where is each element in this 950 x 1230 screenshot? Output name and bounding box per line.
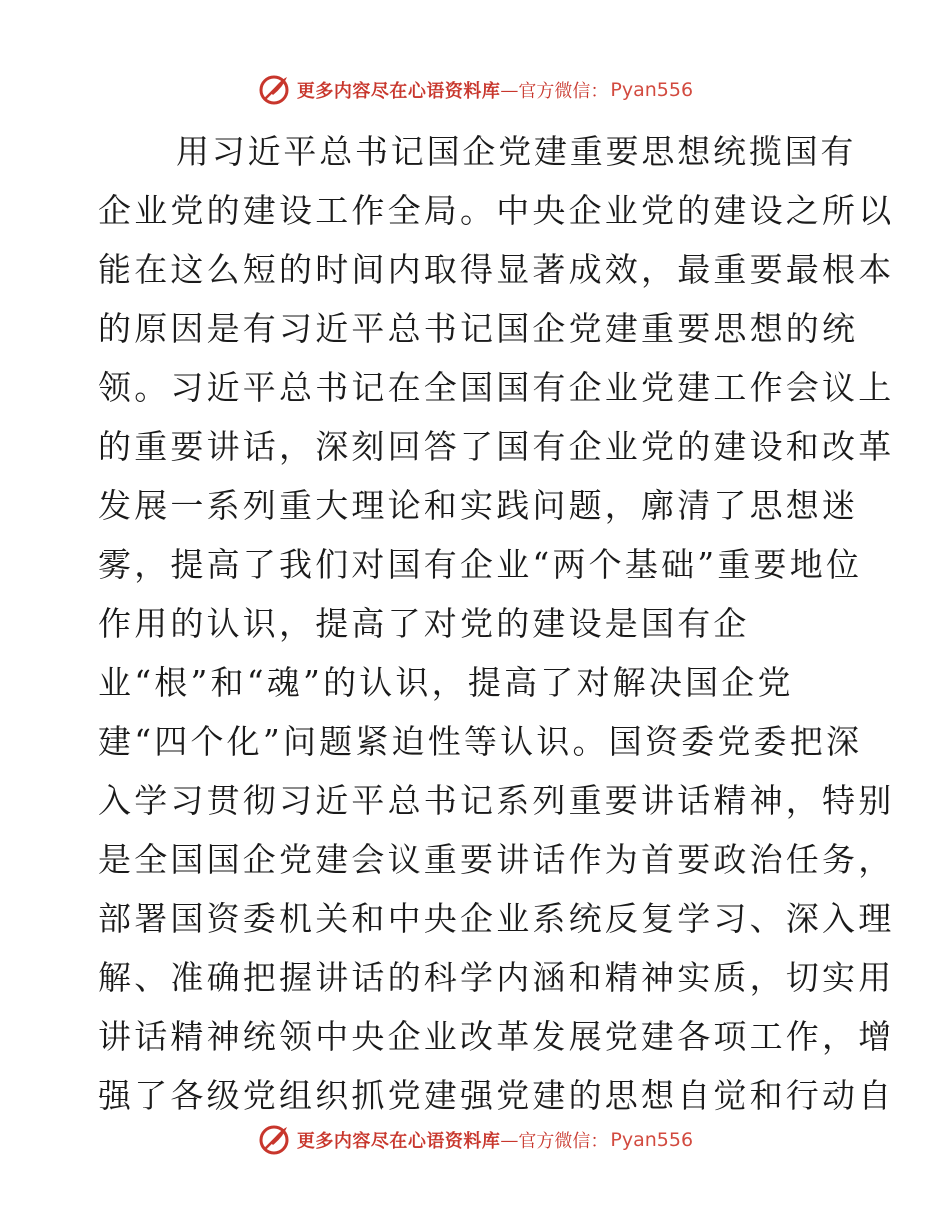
header-promo-text: 更多内容尽在心语资料库 xyxy=(296,81,501,102)
body-line-1: 用习近平总书记国企党建重要思想统揽国有 xyxy=(176,132,857,171)
footer-separator: — xyxy=(500,1129,519,1151)
body-line-12: 入学习贯彻习近平总书记系列重要讲话精神，特别 xyxy=(98,781,895,820)
body-line-13: 是全国国企党建会议重要讲话作为首要政治任务， xyxy=(98,840,895,879)
body-line-4: 的原因是有习近平总书记国企党建重要思想的统 xyxy=(98,309,859,348)
body-line-11: 建“四个化”问题紧迫性等认识。国资委党委把深 xyxy=(98,722,863,761)
body-line-2: 企业党的建设工作全局。中央企业党的建设之所以 xyxy=(98,191,895,230)
body-line-7: 发展一系列重大理论和实践问题，廓清了思想迷 xyxy=(98,486,859,525)
body-line-6: 的重要讲话，深刻回答了国有企业党的建设和改革 xyxy=(98,427,895,466)
header-wechat-id: Pyan556 xyxy=(610,79,694,101)
body-line-16: 讲话精神统领中央企业改革发展党建各项工作，增 xyxy=(98,1017,895,1056)
body-line-9: 作用的认识，提高了对党的建设是国有企 xyxy=(98,604,750,643)
document-body xyxy=(98,122,895,1125)
footer-banner xyxy=(0,1120,950,1160)
header-wechat-label: 官方微信： xyxy=(518,81,609,102)
body-line-5: 领。习近平总书记在全国国有企业党建工作会议上 xyxy=(98,368,895,407)
body-line-10: 业“根”和“魂”的认识，提高了对解决国企党 xyxy=(98,663,794,702)
footer-wechat-id: Pyan556 xyxy=(610,1129,694,1151)
body-line-15: 解、准确把握讲话的科学内涵和精神实质，切实用 xyxy=(98,958,895,997)
feather-logo-icon xyxy=(257,1123,291,1157)
header-banner xyxy=(0,70,950,110)
body-line-14: 部署国资委机关和中央企业系统反复学习、深入理 xyxy=(98,899,895,938)
body-line-8: 雾，提高了我们对国有企业“两个基础”重要地位 xyxy=(98,545,863,584)
footer-wechat-label: 官方微信： xyxy=(518,1131,609,1152)
feather-logo-icon xyxy=(257,73,291,107)
body-line-17: 强了各级党组织抓党建强党建的思想自觉和行动自 xyxy=(98,1076,895,1115)
footer-promo-text: 更多内容尽在心语资料库 xyxy=(296,1131,501,1152)
header-separator: — xyxy=(500,79,519,101)
body-line-3: 能在这么短的时间内取得显著成效，最重要最根本 xyxy=(98,250,895,289)
